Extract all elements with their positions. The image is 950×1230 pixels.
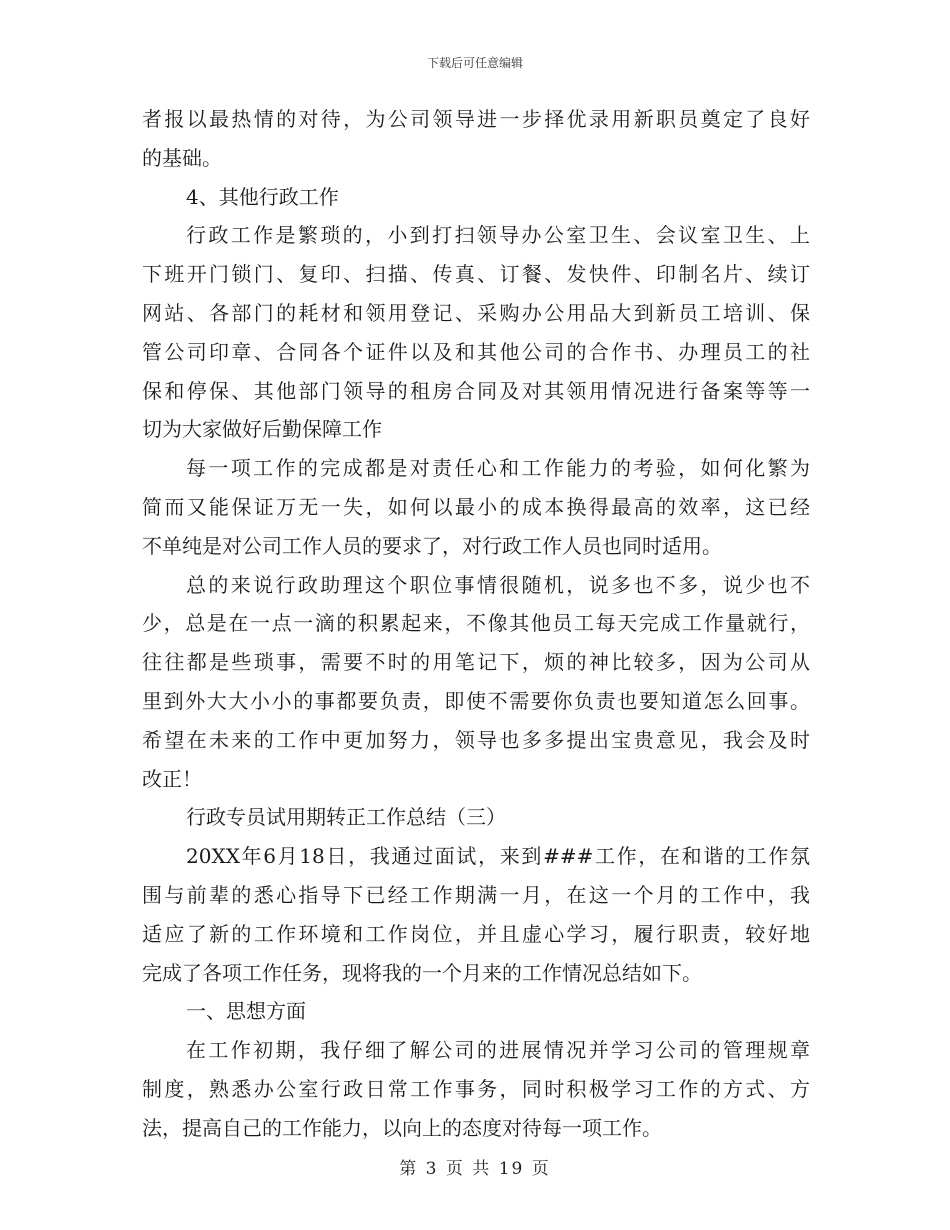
text-line: 下班开门锁门、复印、扫描、传真、订餐、发快件、印制名片、续订: [142, 262, 810, 287]
text-line: 里到外大大小小的事都要负责，即使不需要你负责也要知道怎么回事。: [142, 688, 810, 713]
section-heading: 一、思想方面: [186, 999, 306, 1024]
text-line: 在工作初期，我仔细了解公司的进展情况并学习公司的管理规章: [186, 1038, 810, 1063]
text-line: 切为大家做好后勤保障工作: [142, 417, 382, 442]
text-line: 少，总是在一点一滴的积累起来，不像其他员工每天完成工作量就行，: [142, 611, 810, 636]
text-line: 每一项工作的完成都是对责任心和工作能力的考验，如何化繁为: [186, 456, 810, 481]
text-line: 制度，熟悉办公室行政日常工作事务，同时积极学习工作的方式、方: [142, 1076, 810, 1101]
text-line: 完成了各项工作任务，现将我的一个月来的工作情况总结如下。: [142, 960, 702, 985]
page-footer: 第 3 页 共 19 页: [399, 1159, 551, 1179]
text-line: 往往都是些琐事，需要不时的用笔记下，烦的神比较多，因为公司从: [142, 650, 810, 675]
text-line: 不单纯是对公司工作人员的要求了，对行政工作人员也同时适用。: [142, 533, 722, 558]
text-line: 行政工作是繁琐的，小到打扫领导办公室卫生、会议室卫生、上: [186, 223, 810, 248]
text-line: 简而又能保证万无一失，如何以最小的成本换得最高的效率，这已经: [142, 494, 810, 519]
text-line: 总的来说行政助理这个职位事情很随机，说多也不多，说少也不: [186, 572, 810, 597]
text-line: 者报以最热情的对待，为公司领导进一步择优录用新职员奠定了良好: [142, 107, 810, 131]
text-line: 网站、各部门的耗材和领用登记、采购办公用品大到新员工培训、保: [142, 300, 810, 325]
text-line: 希望在未来的工作中更加努力，领导也多多提出宝贵意见，我会及时: [142, 727, 810, 752]
page-header: 下载后可任意编辑: [426, 56, 523, 70]
text-line: 20XX年6月18日，我通过面试，来到###工作，在和谐的工作氛: [186, 844, 810, 869]
section-heading: 4、其他行政工作: [186, 184, 339, 209]
text-line: 适应了新的工作环境和工作岗位，并且虚心学习，履行职责，较好地: [142, 921, 810, 946]
text-line: 围与前辈的悉心指导下已经工作期满一月，在这一个月的工作中，我: [142, 882, 810, 907]
text-line: 的基础。: [142, 145, 222, 170]
text-line: 改正！: [142, 766, 202, 791]
text-line: 保和停保、其他部门领导的租房合同及对其领用情况进行备案等等一: [142, 378, 810, 403]
document-body: [142, 104, 810, 1152]
section-title: 行政专员试用期转正工作总结（三）: [186, 805, 506, 830]
text-line: 管公司印章、合同各个证件以及和其他公司的合作书、办理员工的社: [142, 339, 810, 364]
text-line: 法，提高自己的工作能力，以向上的态度对待每一项工作。: [142, 1115, 662, 1140]
